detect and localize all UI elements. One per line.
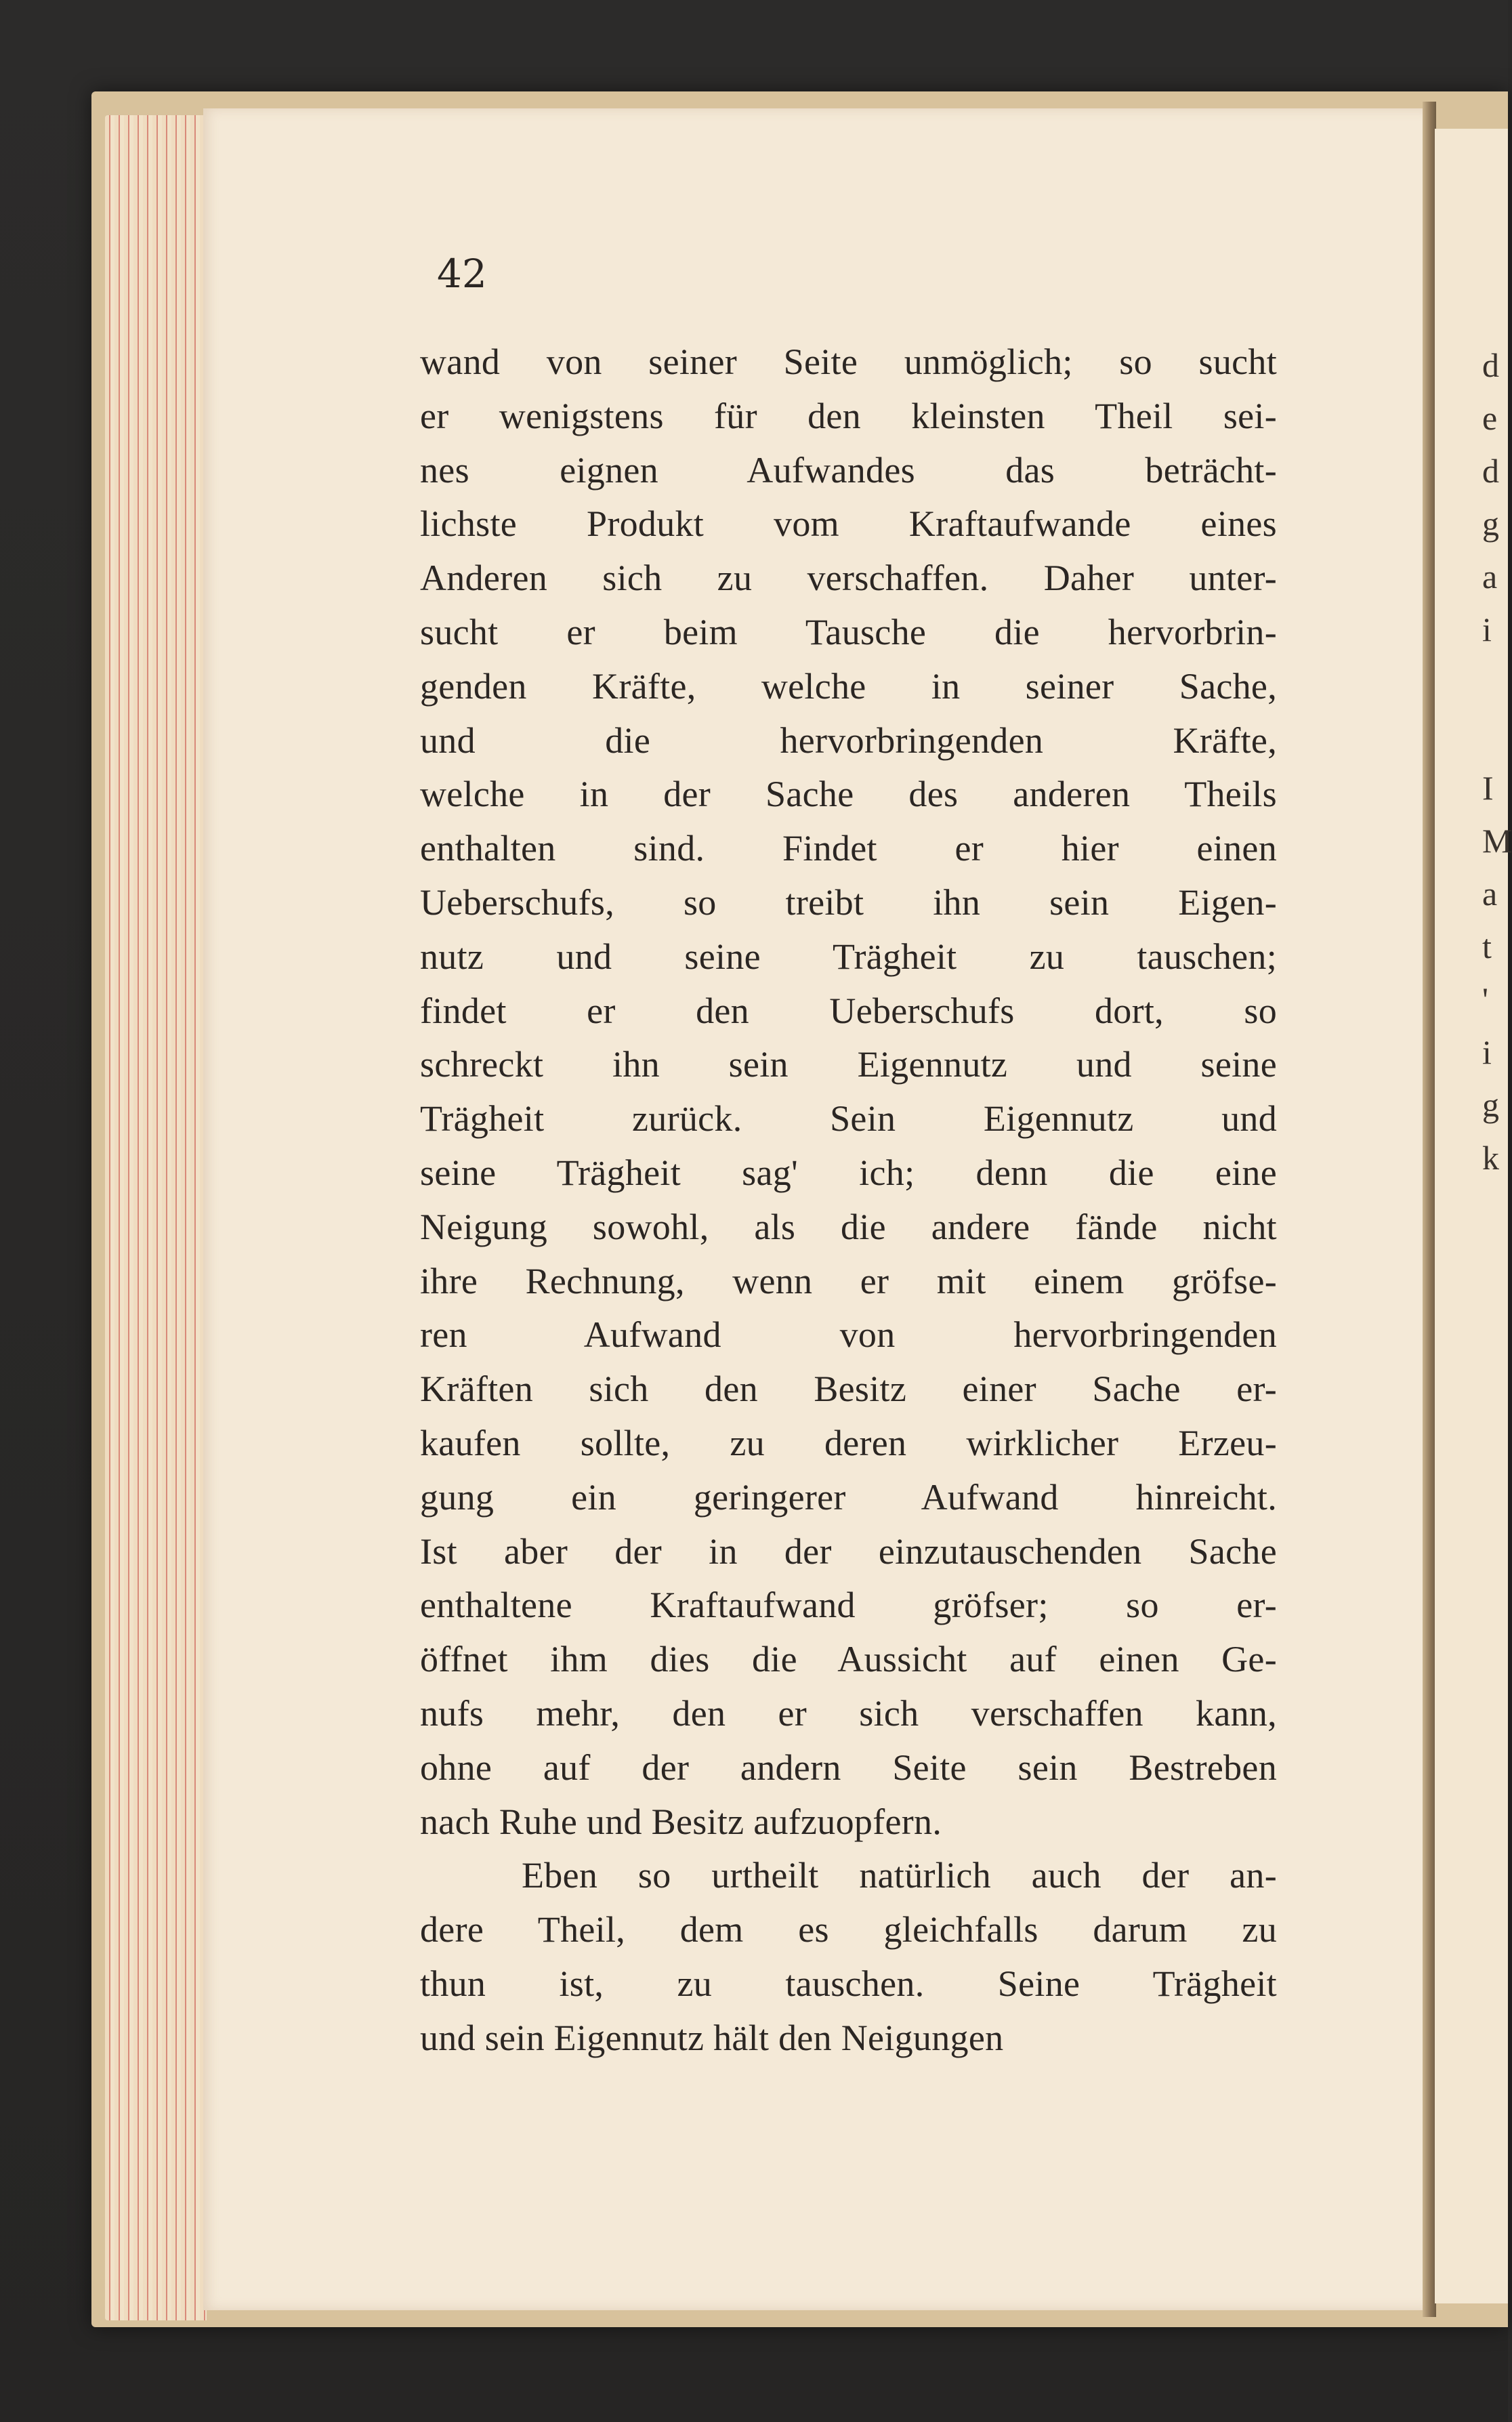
edge-letter: i (1482, 610, 1492, 648)
edge-letter: a (1482, 558, 1498, 596)
text-line: nutz und seine Trägheit zu tauschen; (420, 936, 1277, 977)
text-line: nufs mehr, den er sich verschaffen kann, (420, 1692, 1277, 1734)
text-line: Ist aber der in der einzutauschenden Sache (420, 1530, 1277, 1572)
text-line: nes eignen Aufwandes das beträcht- (420, 449, 1277, 490)
text-line: genden Kräfte, welche in seiner Sache, (420, 665, 1277, 707)
text-line: sucht er beim Tausche die hervorbrin- (420, 611, 1277, 652)
edge-letter: t (1482, 927, 1492, 965)
page-edges (105, 115, 207, 2320)
text-line: welche in der Sache des anderen Theils (420, 774, 1277, 815)
facing-page-edge-text (1482, 339, 1512, 1184)
text-line: kaufen sollte, zu deren wirklicher Erzeu- (420, 1422, 1277, 1463)
book-gutter (1423, 102, 1436, 2317)
text-line: ihre Rechnung, wenn er mit einem gröfse- (420, 1260, 1277, 1301)
text-line: Anderen sich zu verschaffen. Daher unter- (420, 558, 1277, 599)
edge-letter: g (1482, 1086, 1499, 1124)
text-line: Eben so urtheilt natürlich auch der an- (522, 1855, 1277, 1896)
edge-letter: I (1482, 769, 1494, 807)
text-line: schreckt ihn sein Eigennutz und seine (420, 1044, 1277, 1085)
text-line: öffnet ihm dies die Aussicht auf einen Ge- (420, 1639, 1277, 1680)
text-line: und sein Eigennutz hält den Neigungen (420, 2017, 1004, 2058)
text-line: enthalten sind. Findet er hier einen (420, 828, 1277, 869)
text-line: nach Ruhe und Besitz aufzuopfern. (420, 1801, 942, 1842)
edge-letter: i (1482, 1033, 1492, 1071)
text-line: Ueberschufs, so treibt ihn sein Eigen- (420, 881, 1277, 923)
edge-letter: d (1482, 346, 1499, 384)
edge-letter: g (1482, 505, 1499, 543)
text-line: dere Theil, dem es gleichfalls darum zu (420, 1909, 1277, 1950)
edge-letter: M (1482, 822, 1512, 860)
text-line: thun ist, zu tauschen. Seine Trägheit (420, 1963, 1277, 2004)
text-line: gung ein geringerer Aufwand hinreicht. (420, 1476, 1277, 1518)
text-line: ren Aufwand von hervorbringenden (420, 1314, 1277, 1356)
text-line: Kräften sich den Besitz einer Sache er- (420, 1369, 1277, 1410)
edge-letter (1482, 656, 1512, 709)
text-line: findet er den Ueberschufs dort, so (420, 990, 1277, 1031)
edge-letter (1482, 709, 1512, 761)
text-line: enthaltene Kraftaufwand gröfser; so er- (420, 1585, 1277, 1626)
text-line: und die hervorbringenden Kräfte, (420, 719, 1277, 761)
text-line: seine Trägheit sag' ich; denn die eine (420, 1152, 1277, 1193)
edge-letter: k (1482, 1139, 1499, 1177)
body-text (420, 335, 1277, 2066)
edge-letter: ' (1482, 980, 1489, 1018)
text-line: Neigung sowohl, als die andere fände nicht (420, 1206, 1277, 1247)
page-number: 42 (437, 251, 487, 297)
text-line: lichste Produkt vom Kraftaufwande eines (420, 503, 1277, 545)
text-line: Trägheit zurück. Sein Eigennutz und (420, 1098, 1277, 1140)
edge-letter: d (1482, 452, 1499, 490)
edge-letter: a (1482, 875, 1498, 913)
edge-letter: e (1482, 399, 1498, 437)
text-line: ohne auf der andern Seite sein Bestreben (420, 1747, 1277, 1788)
text-line: wand von seiner Seite unmöglich; so sucht (420, 341, 1277, 382)
text-line: er wenigstens für den kleinsten Theil sei- (420, 395, 1277, 436)
